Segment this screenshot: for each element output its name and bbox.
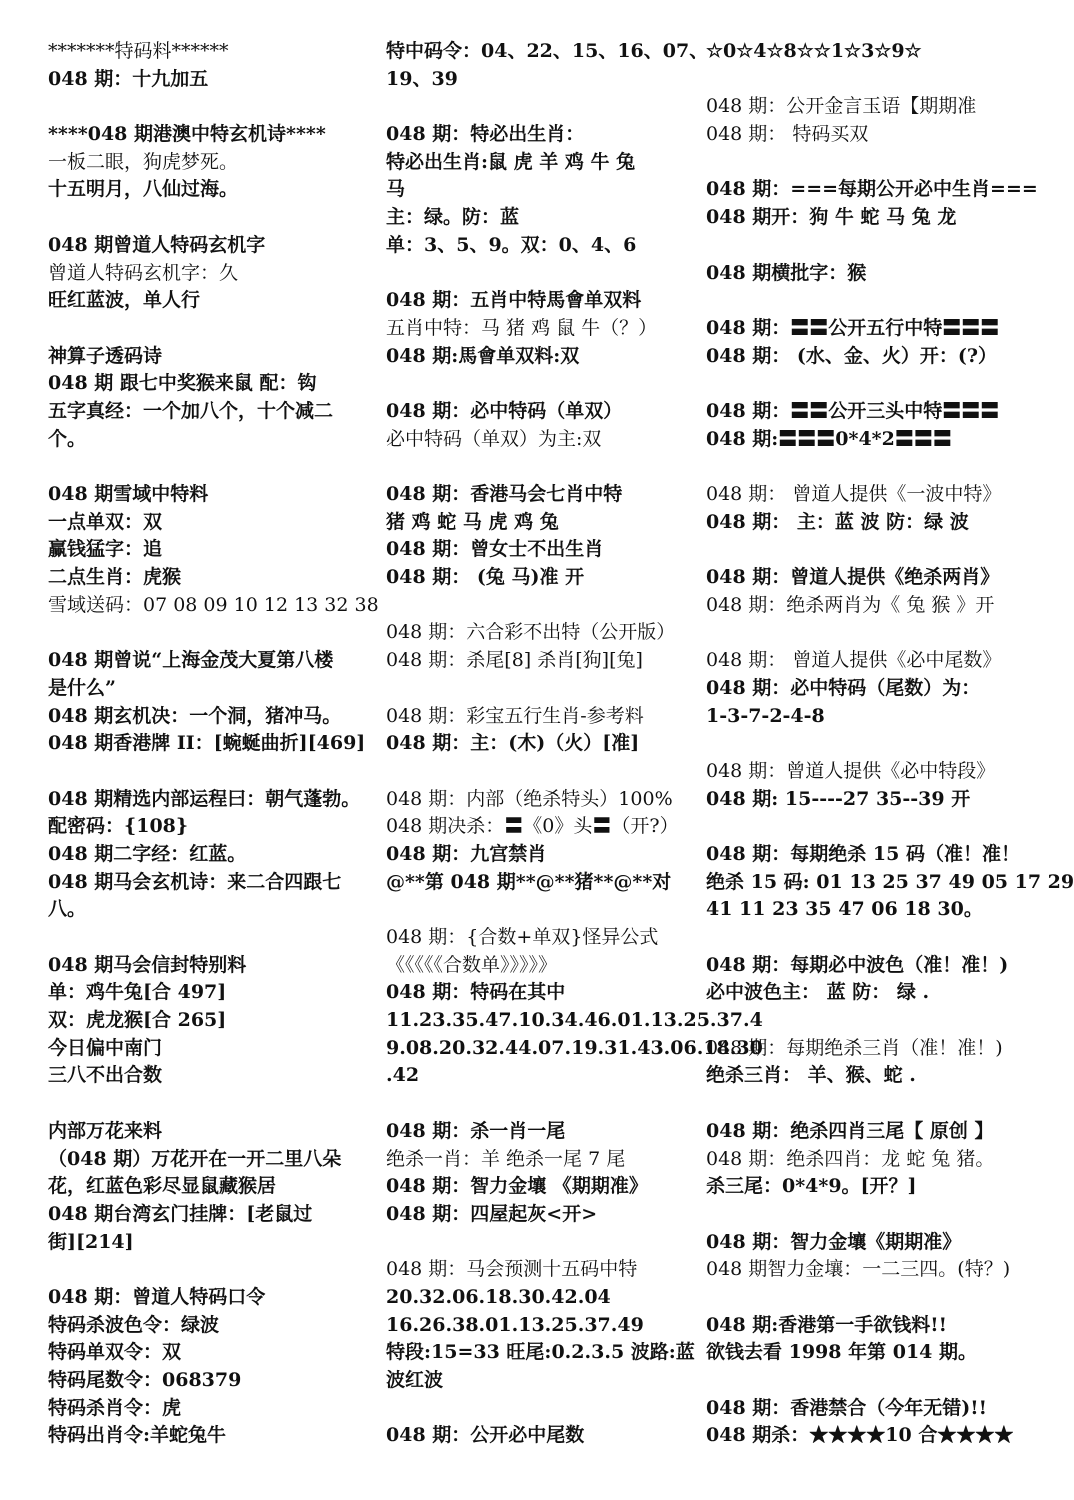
- text-line: 特必出生肖:鼠 虎 羊 鸡 牛 兔: [386, 150, 636, 173]
- text-line: 猪 鸡 蛇 马 虎 鸡 兔: [386, 510, 559, 533]
- text-line: 048 期： 曾道人提供《一波中特》: [706, 483, 1002, 505]
- text-line: 048 期：〓〓公开三头中特〓〓〓: [706, 399, 1000, 422]
- blank-line: [48, 453, 366, 481]
- text-line: 八。: [48, 898, 87, 921]
- column-left: [48, 38, 379, 1450]
- text-line: 048 期：〓〓公开五行中特〓〓〓: [706, 316, 1000, 339]
- blank-line: [386, 592, 698, 620]
- text-line: 048 期：智力金壤《期期准》: [706, 1230, 962, 1253]
- text-line: 波红波: [386, 1369, 444, 1391]
- text-line: 19、39: [386, 67, 458, 90]
- blank-line: [48, 1090, 366, 1118]
- blank-line: [706, 813, 1032, 841]
- column-right: [706, 38, 1074, 1450]
- blank-line: [706, 619, 1032, 647]
- text-line: 单：3、5、9。双：0、4、6: [386, 233, 637, 256]
- text-line: 十五明月，八仙过海。: [48, 178, 239, 201]
- text-line: 今日偏中南门: [48, 1036, 163, 1059]
- text-line: 单：鸡牛兔[合 497]: [48, 981, 227, 1004]
- text-line: 20.32.06.18.30.42.04: [386, 1285, 611, 1308]
- text-line: 048 期：九宫禁肖: [386, 842, 547, 865]
- text-line: 主：绿。防：蓝: [386, 206, 520, 229]
- blank-line: [706, 1007, 1032, 1035]
- text-line: （048 期）万花开在一开二里八朵: [48, 1147, 342, 1170]
- text-line: 048 期曾道人特码玄机字: [48, 233, 266, 256]
- text-line: 048 期精选内部运程曰：朝气蓬勃。: [48, 787, 361, 810]
- text-line: 绝杀三肖： 羊、猴、蛇 .: [706, 1064, 916, 1087]
- text-line: 048 期：公开金言玉语【期期准: [706, 95, 977, 118]
- text-line: 五字真经：一个加八个，十个减二: [48, 399, 334, 422]
- text-line: 雪域送码：07 08 09 10 12 13 32 38: [48, 593, 379, 616]
- text-line: 048 期横批字：猴: [706, 261, 867, 284]
- text-line: 048 期 跟七中奖猴来鼠 配：钩: [48, 372, 317, 395]
- text-line: 马: [386, 178, 406, 201]
- blank-line: [386, 896, 698, 924]
- text-line: 048 期智力金壤：一二三四。(特？): [706, 1258, 1011, 1281]
- text-line: 048 期：彩宝五行生肖-参考料: [386, 704, 644, 727]
- text-line: 048 期：智力金壤 《期期准》: [386, 1175, 648, 1198]
- text-line: 048 期：每期绝杀三肖（准！准！): [706, 1036, 1003, 1059]
- text-line: 9.08.20.32.44.07.19.31.43.06.18.30: [386, 1036, 763, 1059]
- text-line: 048 期马会玄机诗：来二合四跟七: [48, 870, 342, 893]
- text-line: 是什么”: [48, 676, 116, 699]
- text-line: 048 期雪域中特料: [48, 483, 209, 505]
- blank-line: [386, 453, 698, 481]
- text-line: 048 期：绝杀四肖三尾【 原创 】: [706, 1119, 994, 1142]
- text-line: .42: [386, 1064, 420, 1087]
- text-line: 三八不出合数: [48, 1064, 163, 1087]
- text-line: 特码出肖令:羊蛇兔牛: [48, 1424, 227, 1447]
- text-line: 048 期：香港禁合（今年无错)!!: [706, 1396, 987, 1419]
- column-middle: [386, 38, 763, 1450]
- text-line: 048 期：曾道人提供《绝杀两肖》: [706, 566, 1000, 589]
- text-line: 048 期:〓〓〓0*4*2〓〓〓: [706, 427, 952, 450]
- text-line: 必中特码（单双）为主:双: [386, 427, 602, 450]
- blank-line: [706, 453, 1032, 481]
- text-line: 街][214]: [48, 1230, 134, 1253]
- text-line: 双：虎龙猴[合 265]: [48, 1009, 227, 1032]
- text-line: 048 期: 15----27 35--39 开: [706, 787, 971, 810]
- text-line: 必中波色主： 蓝 防： 绿 .: [706, 981, 930, 1004]
- text-line: 048 期：六合彩不出特（公开版）: [386, 621, 676, 644]
- text-line: 1-3-7-2-4-8: [706, 704, 825, 727]
- text-line: 048 期开：狗 牛 蛇 马 兔 龙: [706, 206, 957, 229]
- text-line: 048 期香港牌 II：[蜿蜒曲折][469]: [48, 732, 366, 755]
- text-line: 特码尾数令：068379: [48, 1369, 242, 1391]
- text-line: ****048 期港澳中特玄机诗****: [48, 123, 326, 146]
- text-line: 一点单双：双: [48, 510, 163, 533]
- text-line: 绝杀一肖：羊 绝杀一尾 7 尾: [386, 1147, 626, 1170]
- blank-line: [386, 93, 698, 121]
- text-line: 配密码：{108}: [48, 815, 189, 838]
- text-line: 048 期： 主：蓝 波 防：绿 波: [706, 510, 969, 533]
- text-line: 16.26.38.01.13.25.37.49: [386, 1313, 644, 1336]
- text-line: 048 期：曾道人提供《必中特段》: [706, 759, 996, 782]
- blank-line: [386, 1395, 698, 1423]
- blank-line: [706, 1367, 1032, 1395]
- text-line: 048 期：香港马会七肖中特: [386, 483, 623, 505]
- text-line: 048 期：曾女士不出生肖: [386, 538, 604, 561]
- text-line: 048 期：公开必中尾数: [386, 1424, 585, 1447]
- text-line: @**第 048 期**@**猪**@**对: [386, 870, 672, 893]
- text-line: 048 期：杀尾[8] 杀肖[狗][兔]: [386, 649, 643, 672]
- text-line: 048 期:香港第一手欲钱料!!: [706, 1313, 947, 1336]
- blank-line: [706, 730, 1032, 758]
- text-line: 048 期：必中特码（尾数）为：: [706, 676, 981, 699]
- text-line: 旺红蓝波，单人行: [48, 289, 201, 312]
- text-line: 内部万花来料: [48, 1119, 163, 1142]
- blank-line: [386, 758, 698, 786]
- text-line: 曾道人特码玄机字：久: [48, 261, 239, 284]
- text-line: 048 期：===每期公开必中生肖===: [706, 178, 1038, 201]
- text-line: 二点生肖：虎猴: [48, 566, 182, 589]
- text-line: 048 期： 曾道人提供《必中尾数》: [706, 649, 1002, 672]
- text-line: 特段:15=33 旺尾:0.2.3.5 波路:蓝: [386, 1341, 695, 1364]
- text-line: 花，红蓝色彩尽显鼠藏猴居: [48, 1175, 277, 1198]
- text-line: 048 期：每期绝杀 15 码（准！准！: [706, 842, 1020, 865]
- text-line: 048 期台湾玄门挂牌：[老鼠过: [48, 1202, 313, 1225]
- text-line: 048 期：五肖中特馬會单双料: [386, 289, 642, 312]
- blank-line: [386, 370, 698, 398]
- blank-line: [706, 1284, 1032, 1312]
- text-line: 048 期杀：★★★★10 合★★★★: [706, 1424, 1014, 1447]
- blank-line: [386, 675, 698, 703]
- text-line: 五肖中特：马 猪 鸡 鼠 牛（？）: [386, 316, 658, 339]
- blank-line: [48, 1256, 366, 1284]
- blank-line: [706, 149, 1032, 177]
- text-line: 048 期：{合数+单双}怪异公式: [386, 926, 659, 948]
- text-line: 特码杀波色令：绿波: [48, 1313, 220, 1336]
- text-line: ☆0☆4☆8☆☆1☆3☆9☆: [706, 40, 922, 62]
- text-line: 欲钱去看 1998 年第 014 期。: [706, 1341, 978, 1364]
- text-line: 048 期：十九加五: [48, 67, 209, 90]
- text-line: 048 期：四屋起灰<开>: [386, 1202, 598, 1225]
- blank-line: [386, 1090, 698, 1118]
- text-line: 一板二眼，狗虎梦死。: [48, 150, 239, 173]
- blank-line: [706, 370, 1032, 398]
- text-line: 048 期曾说“上海金茂大夏第八楼: [48, 649, 334, 672]
- text-line: 绝杀 15 码: 01 13 25 37 49 05 17 29: [706, 870, 1074, 893]
- text-line: 048 期:馬會单双料:双: [386, 344, 580, 367]
- text-line: 048 期：内部（绝杀特头）100%: [386, 787, 673, 810]
- text-line: 048 期： (水、金、火）开：(?）: [706, 344, 998, 367]
- text-line: 《《《《《合数单》》》》》: [386, 953, 558, 976]
- text-line: 048 期：必中特码（单双）: [386, 399, 623, 422]
- text-line: 048 期：绝杀四肖：龙 蛇 兔 猪。: [706, 1147, 995, 1170]
- text-line: 41 11 23 35 47 06 18 30。: [706, 898, 983, 921]
- text-line: 048 期：特必出生肖：: [386, 123, 585, 146]
- blank-line: [386, 260, 698, 288]
- text-line: 048 期决杀：〓《0》头〓（开?）: [386, 815, 679, 838]
- blank-line: [706, 1201, 1032, 1229]
- text-line: 特码单双令：双: [48, 1341, 182, 1364]
- blank-line: [706, 232, 1032, 260]
- text-line: 048 期玄机决：一个洞，猪冲马。: [48, 704, 342, 727]
- text-line: 个。: [48, 427, 87, 450]
- text-line: 048 期：绝杀两肖为《 兔 猴 》开: [706, 593, 995, 616]
- text-line: 杀三尾：0*4*9。[开？]: [706, 1175, 917, 1198]
- text-line: 神算子透码诗: [48, 344, 163, 367]
- text-line: 048 期：特码在其中: [386, 981, 566, 1004]
- text-line: 11.23.35.47.10.34.46.01.13.25.37.4: [386, 1009, 763, 1032]
- blank-line: [48, 315, 366, 343]
- text-line: 特中码令：04、22、15、16、07、: [386, 40, 709, 62]
- text-line: 048 期： 特码买双: [706, 123, 869, 146]
- blank-line: [706, 66, 1032, 94]
- text-line: 048 期：主：(木)（火）[准]: [386, 732, 640, 755]
- blank-line: [48, 758, 366, 786]
- blank-line: [386, 1229, 698, 1257]
- text-line: 048 期：杀一肖一尾: [386, 1119, 566, 1142]
- text-line: 048 期： (兔 马)准 开: [386, 566, 585, 589]
- blank-line: [48, 93, 366, 121]
- text-line: 048 期：每期必中波色（准！准！): [706, 953, 1009, 976]
- blank-line: [48, 204, 366, 232]
- text-line: 赢钱猛字：追: [48, 538, 163, 561]
- blank-line: [48, 619, 366, 647]
- text-line: 048 期：曾道人特码口令: [48, 1285, 266, 1308]
- blank-line: [706, 287, 1032, 315]
- blank-line: [706, 1090, 1032, 1118]
- blank-line: [706, 536, 1032, 564]
- blank-line: [48, 924, 366, 952]
- text-line: 048 期：马会预测十五码中特: [386, 1258, 638, 1281]
- text-line: 特码杀肖令：虎: [48, 1396, 182, 1419]
- text-line: 048 期马会信封特别料: [48, 953, 247, 976]
- text-line: 048 期二字经：红蓝。: [48, 842, 247, 865]
- blank-line: [706, 924, 1032, 952]
- text-line: *******特码料******: [48, 40, 229, 62]
